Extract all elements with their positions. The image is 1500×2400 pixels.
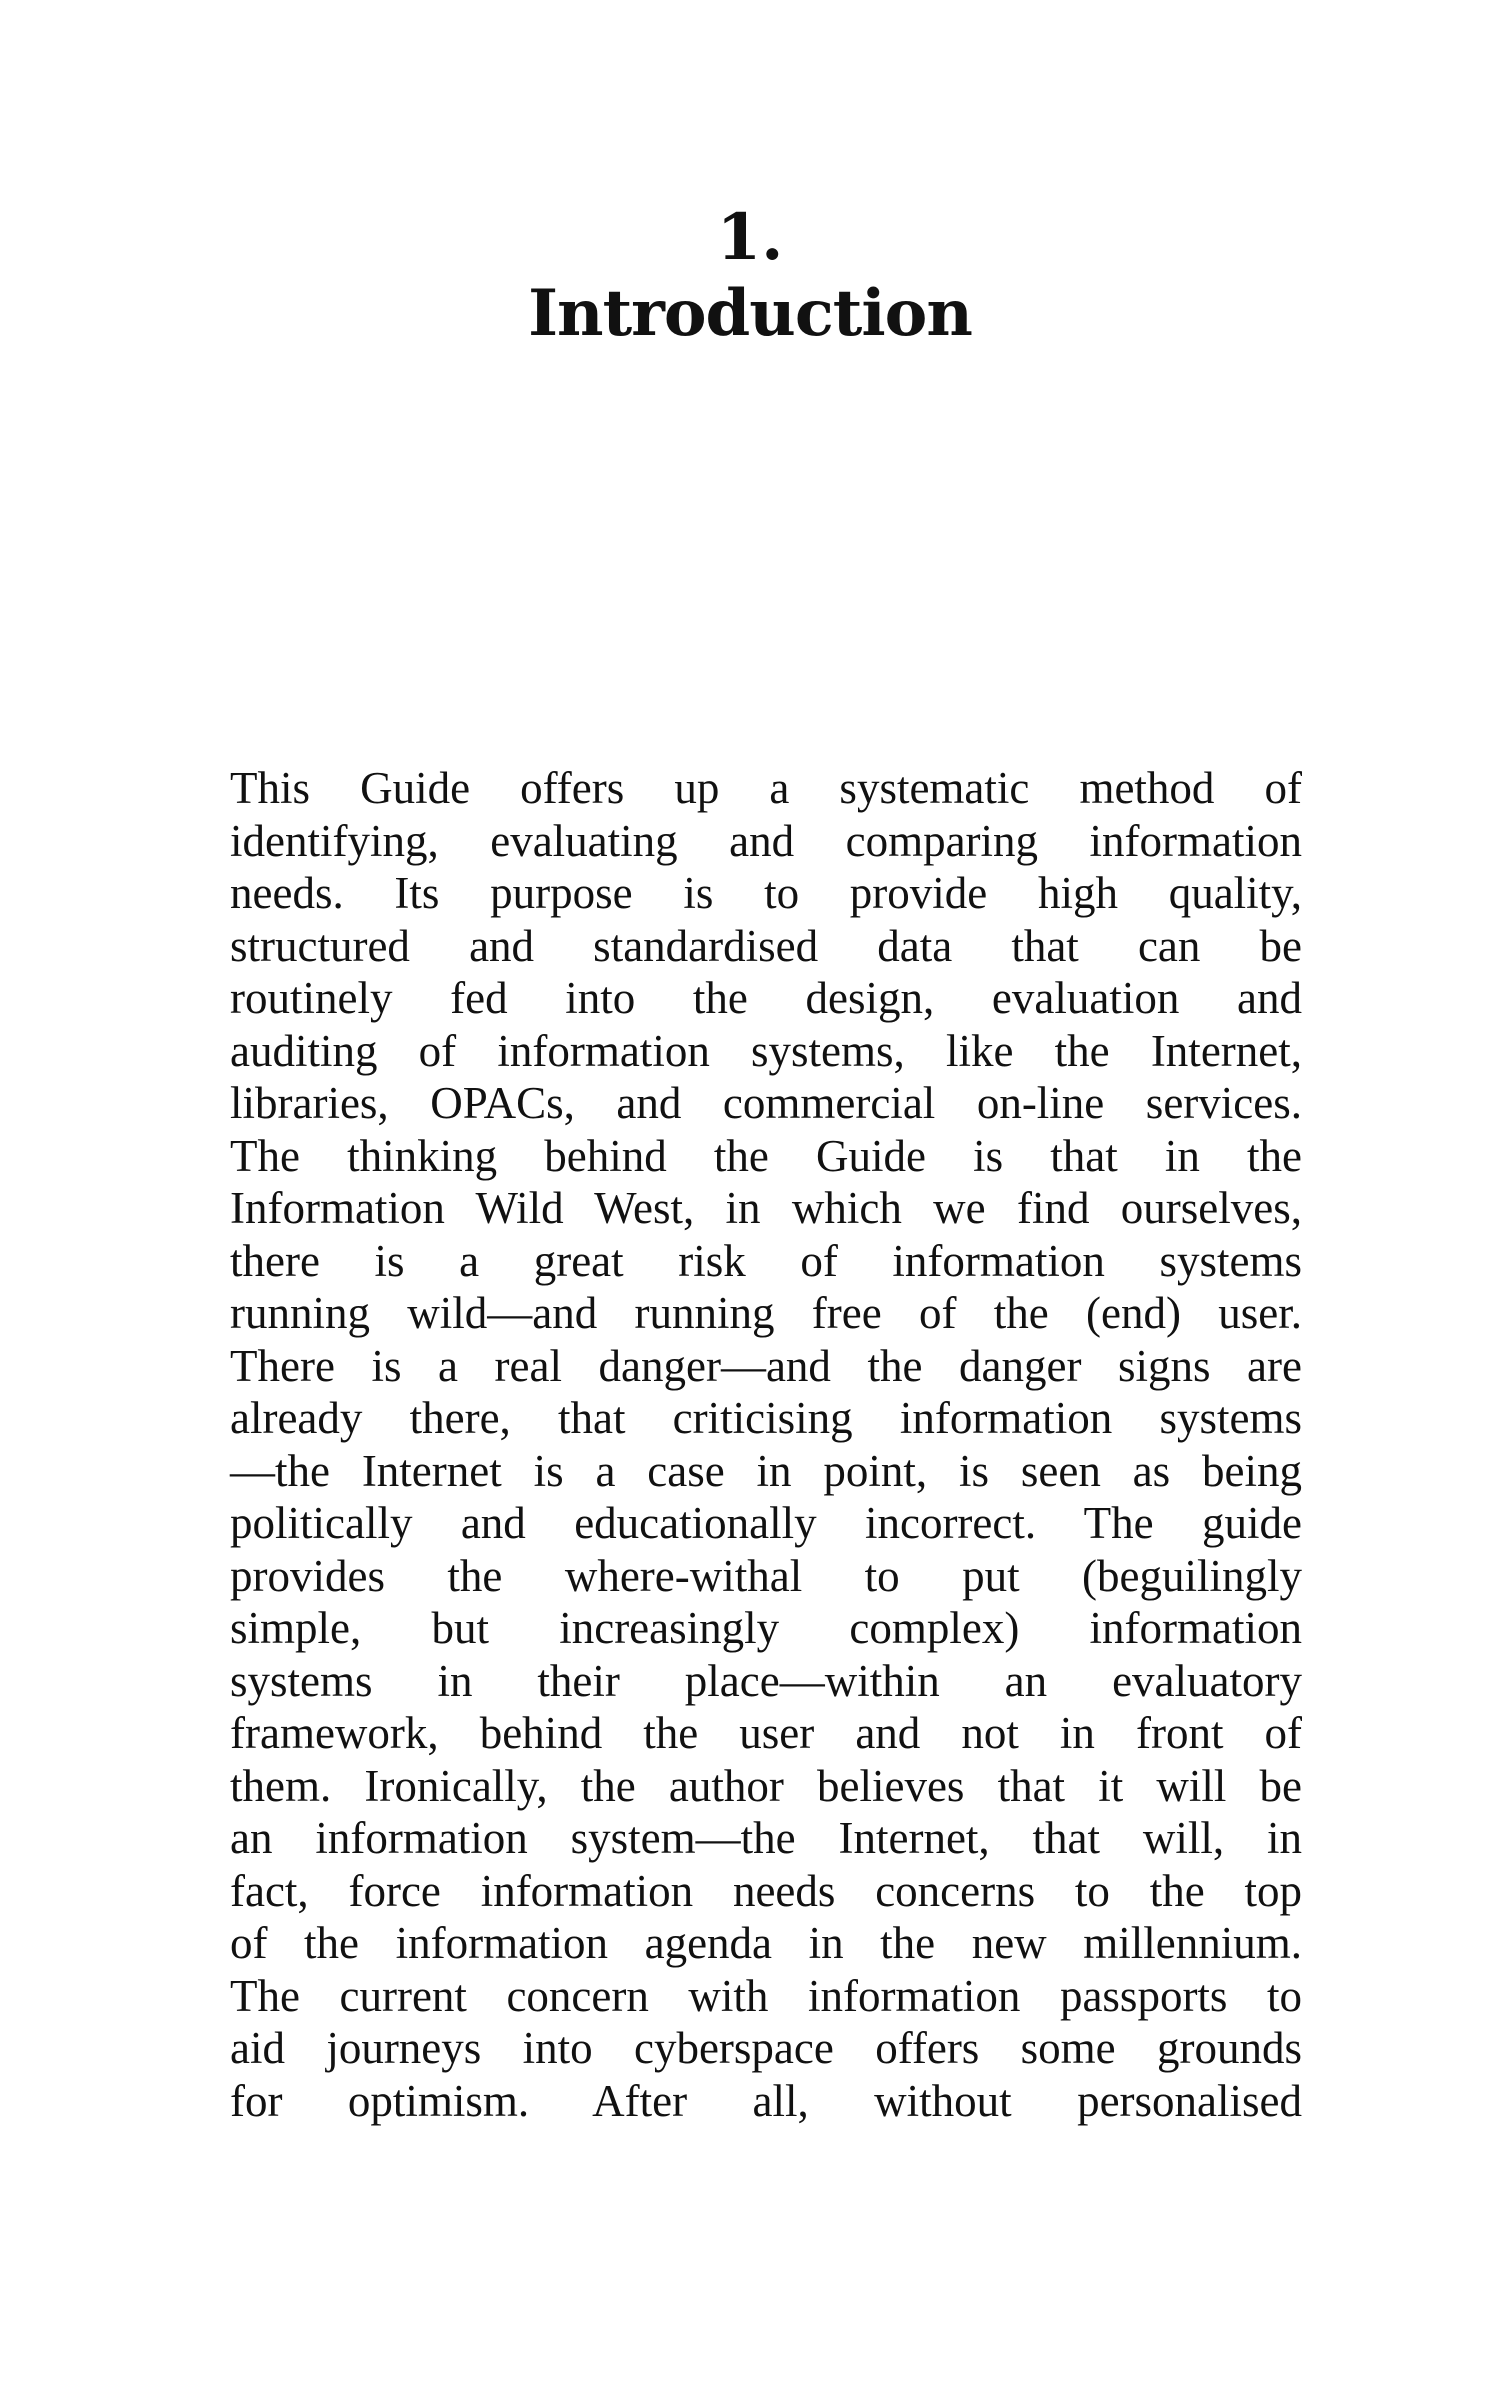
chapter-title: Introduction xyxy=(528,276,972,351)
body-line: The current concern with information passports to xyxy=(230,1970,1302,2021)
body-line: an information system—the Internet, that will, in xyxy=(230,1813,1302,1863)
body-line: provides the where-withal to put (beguilingly xyxy=(230,1550,1302,1601)
body-line: them. Ironically, the author believes that it will be xyxy=(230,1760,1302,1811)
body-line: of the information agenda in the new millennium. xyxy=(230,1918,1302,1968)
body-line: libraries, OPACs, and commercial on-line services. xyxy=(230,1078,1302,1128)
body-line: politically and educationally incorrect. The guide xyxy=(230,1498,1302,1548)
body-line: There is a real danger—and the danger signs are xyxy=(230,1340,1302,1391)
body-line: already there, that criticising information systems xyxy=(230,1393,1302,1443)
body-paragraph xyxy=(230,762,1302,2127)
body-line: fact, force information needs concerns to the top xyxy=(230,1865,1302,1916)
body-line: —the Internet is a case in point, is seen as being xyxy=(230,1445,1302,1496)
body-line: structured and standardised data that can be xyxy=(230,920,1302,971)
body-line: identifying, evaluating and comparing information xyxy=(230,815,1302,866)
chapter-number: 1. xyxy=(716,200,784,275)
body-line: simple, but increasingly complex) information xyxy=(230,1603,1302,1653)
body-line: auditing of information systems, like the Internet, xyxy=(230,1025,1302,1076)
body-line: running wild—and running free of the (end) user. xyxy=(230,1288,1302,1338)
chapter-heading xyxy=(0,200,1500,352)
body-line: needs. Its purpose is to provide high quality, xyxy=(230,868,1302,918)
body-line: Information Wild West, in which we find ourselves, xyxy=(230,1183,1302,1233)
body-line: aid journeys into cyberspace offers some grounds xyxy=(230,2023,1302,2073)
body-line: The thinking behind the Guide is that in the xyxy=(230,1130,1302,1181)
body-line: there is a great risk of information systems xyxy=(230,1235,1302,1286)
body-line: systems in their place—within an evaluatory xyxy=(230,1655,1302,1706)
body-line: framework, behind the user and not in front of xyxy=(230,1708,1302,1758)
body-line: This Guide offers up a systematic method of xyxy=(230,763,1302,813)
body-line: for optimism. After all, without personalised xyxy=(230,2075,1302,2126)
body-line: routinely fed into the design, evaluation and xyxy=(230,973,1302,1023)
